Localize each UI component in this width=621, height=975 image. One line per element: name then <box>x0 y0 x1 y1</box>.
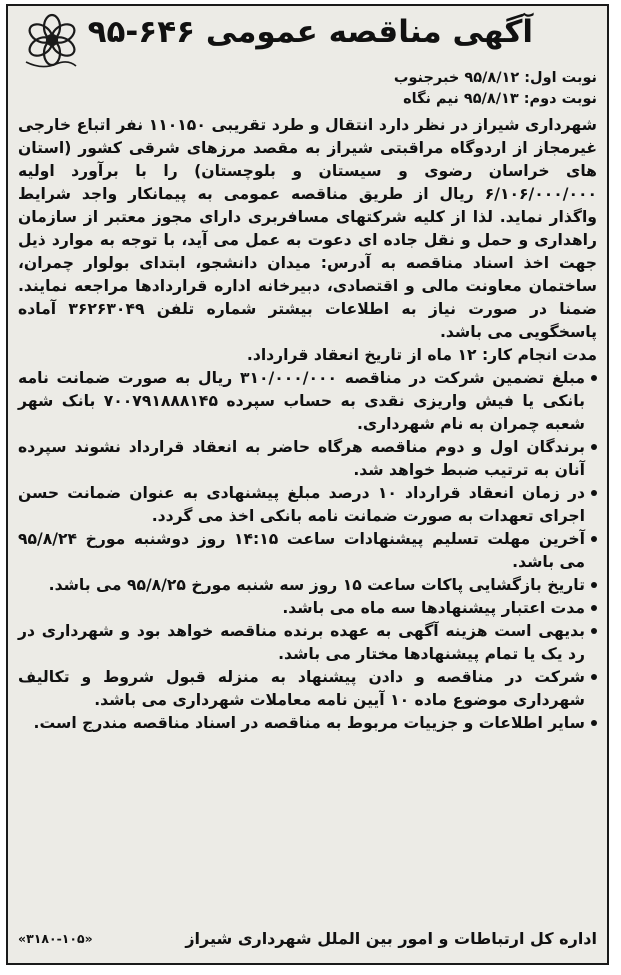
notice-body <box>18 114 597 735</box>
bullet-dot-icon <box>591 536 597 542</box>
bullet-dot-icon <box>591 628 597 634</box>
condition-text: آخرین مهلت تسلیم پیشنهادات ساعت ۱۴:۱۵ روز دوشنبه مورخ ۹۵/۸/۲۴ می باشد. <box>18 530 586 571</box>
notice-footer <box>18 929 597 955</box>
notice-code: «۳۱۸۰-۱۰۵» <box>18 931 93 946</box>
condition-text: مبلغ تضمین شرکت در مناقصه ۳۱۰/۰۰۰/۰۰۰ ریال به صورت ضمانت نامه بانکی یا فیش واریزی نقدی به حساب سپرده ۷۰۰۷۹۱۸۸۸۱۴۵ بانک شهر شعبه چمران به نام شهرداری. <box>18 369 585 433</box>
condition-text: تاریخ بازگشایی پاکات ساعت ۱۵ روز سه شنبه مورخ ۹۵/۸/۲۵ می باشد. <box>48 576 585 594</box>
condition-text: در زمان انعقاد قرارداد ۱۰ درصد مبلغ پیشنهادی به عنوان ضمانت حسن اجرای تعهدات به صورت ضمانت نامه بانکی اخذ می گردد. <box>18 484 585 525</box>
condition-item <box>18 482 597 528</box>
first-publication-line: نوبت اول: ۹۵/۸/۱۲ خبرجنوب <box>393 70 597 86</box>
condition-text: مدت اعتبار پیشنهادها سه ماه می باشد. <box>282 599 585 617</box>
condition-text: سایر اطلاعات و جزییات مربوط به مناقصه در اسناد مناقصه مندرج است. <box>33 714 585 732</box>
conditions-list <box>18 367 597 735</box>
condition-item <box>18 597 597 620</box>
condition-item <box>18 712 597 735</box>
notice-header <box>16 12 593 72</box>
bullet-dot-icon <box>591 605 597 611</box>
bullet-dot-icon <box>591 444 597 450</box>
notice-title: آگهی مناقصه عمومی ۶۴۶-۹۵ <box>87 14 533 50</box>
condition-text: برندگان اول و دوم مناقصه هرگاه حاضر به انعقاد قرارداد نشوند سپرده آنان به ترتیب ضبط خواهد شد. <box>18 438 585 479</box>
bullet-dot-icon <box>591 720 597 726</box>
bullet-dot-icon <box>591 490 597 496</box>
condition-item <box>18 666 597 712</box>
condition-item <box>18 620 597 666</box>
bullet-dot-icon <box>591 582 597 588</box>
tender-notice-document <box>6 4 609 965</box>
shiraz-municipality-logo-icon <box>22 12 80 72</box>
bullet-dot-icon <box>591 674 597 680</box>
main-paragraph: شهرداری شیراز در نظر دارد انتقال و طرد تقریبی ۱۱۰۱۵۰ نفر اتباع خارجی غیرمجاز از اردوگاه مراقبتی شیراز به مقصد مرزهای شرقی کشور (استان های خراسان رضوی و سیستان و بلوچستان) را با برآورد اولیه ۶/۱۰۶/۰۰۰/۰۰۰ ریال از طریق مناقصه عمومی به پیمانکار واجد شرایط واگذار نماید. لذا از کلیه شرکتهای مسافربری دارای مجوز معتبر از سازمان راهداری و حمل و نقل جاده ای دعوت به عمل می آید، با توجه به موارد ذیل جهت اخذ اسناد مناقصه به آدرس: میدان دانشجو، ابتدای بولوار چمران، ساختمان معاونت مالی و اقتصادی، دبیرخانه اداره قراردادها مراجعه نمایند. ضمنا در صورت نیاز به اطلاعات بیشتر شماره تلفن ۳۶۲۶۳۰۴۹ آماده پاسخگویی می باشد. <box>18 116 597 341</box>
contract-duration: مدت انجام کار: ۱۲ ماه از تاریخ انعقاد قرارداد. <box>246 346 597 364</box>
issuing-office: اداره کل ارتباطات و امور بین الملل شهرداری شیراز <box>185 929 597 948</box>
condition-item <box>18 436 597 482</box>
condition-item <box>18 528 597 574</box>
condition-text: شرکت در مناقصه و دادن پیشنهاد به منزله قبول شروط و تکالیف شهرداری موضوع ماده ۱۰ آیین نامه معاملات شهرداری می باشد. <box>18 668 585 709</box>
second-publication-line: نوبت دوم: ۹۵/۸/۱۳ نیم نگاه <box>403 91 597 107</box>
condition-item <box>18 574 597 597</box>
condition-item <box>18 367 597 436</box>
bullet-dot-icon <box>591 375 597 381</box>
condition-text: بدیهی است هزینه آگهی به عهده برنده مناقصه خواهد بود و شهرداری در رد یک یا تمام پیشنهادها مختار می باشد. <box>18 622 585 663</box>
